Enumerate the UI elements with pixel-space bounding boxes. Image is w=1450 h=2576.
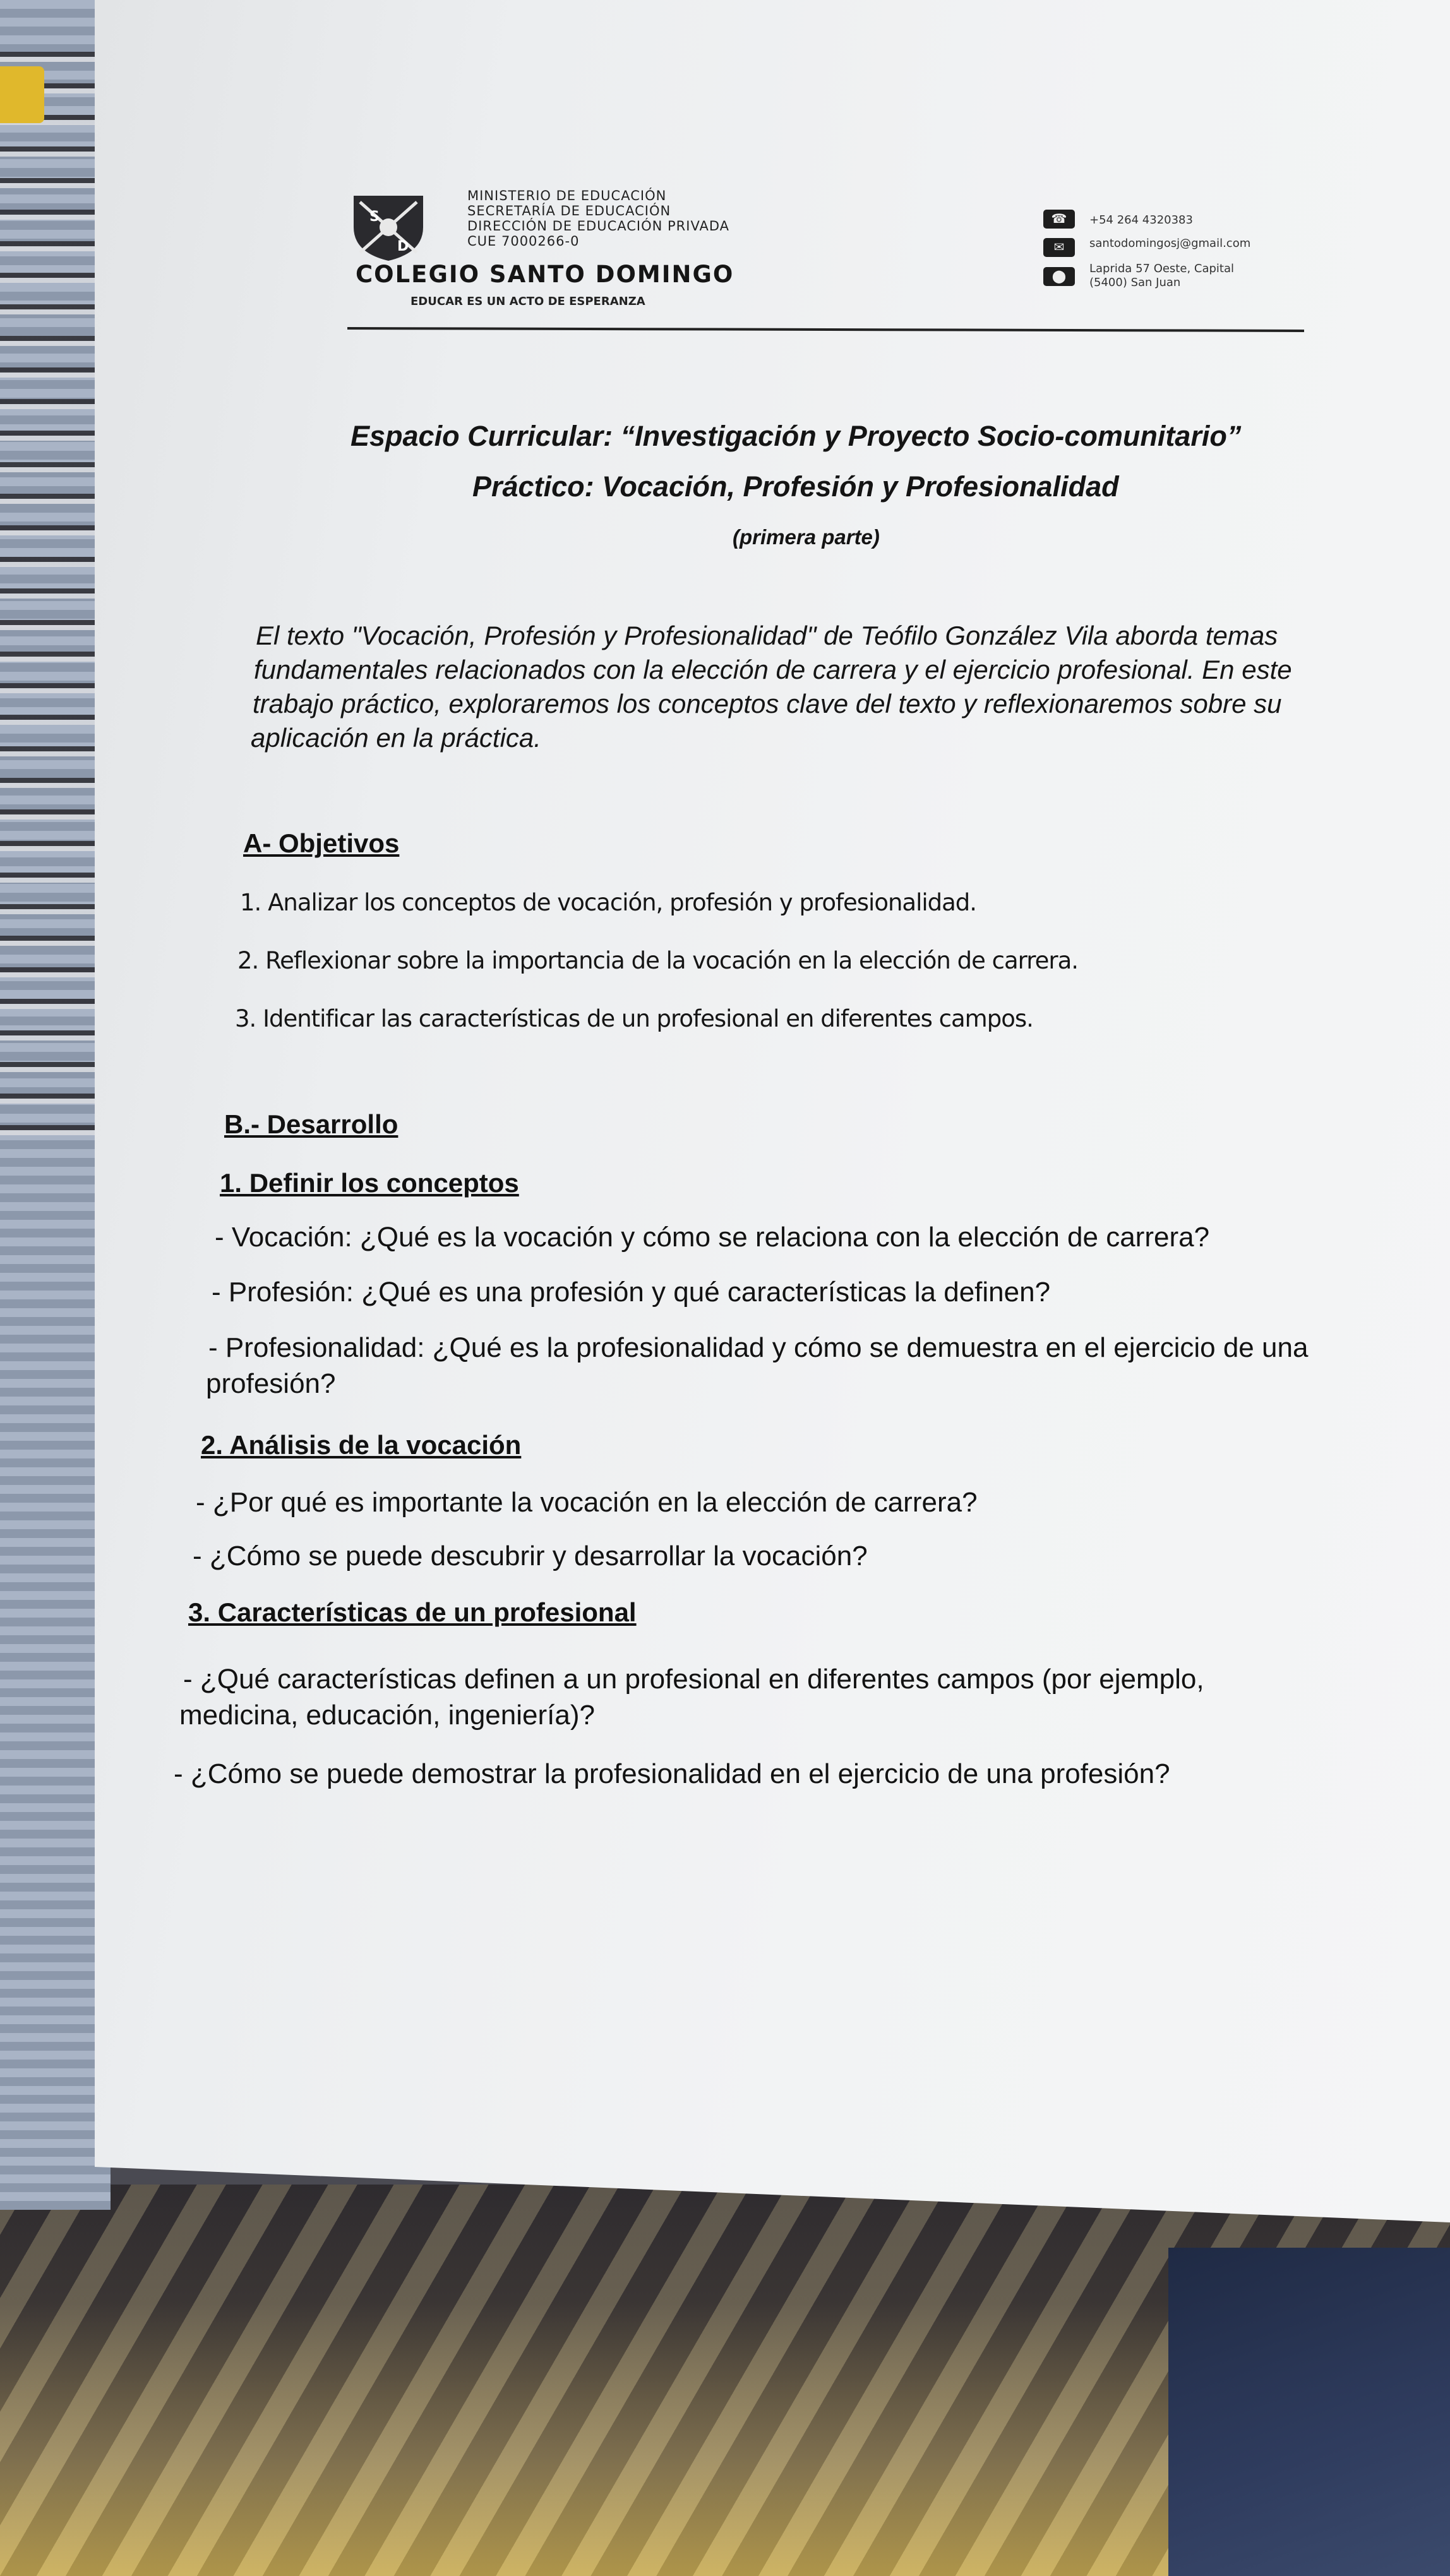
question-profesion: - Profesión: ¿Qué es una profesión y qué características la definen? (212, 1277, 1051, 1308)
objective-item: 1. Analizar los conceptos de vocación, profesión y profesionalidad. (240, 889, 977, 916)
objective-item: 2. Reflexionar sobre la importancia de la vocación en la elección de carrera. (237, 947, 1079, 974)
objective-item: 3. Identificar las características de un profesional en diferentes campos. (235, 1005, 1033, 1032)
development-heading: B.- Desarrollo (224, 1109, 398, 1139)
section-3-heading: 3. Características de un profesional (188, 1597, 637, 1627)
objectives-heading: A- Objetivos (243, 828, 400, 858)
svg-text:D: D (397, 239, 409, 254)
curricular-space-title: Espacio Curricular: “Investigación y Proyecto Socio-comunitario” (351, 420, 1242, 452)
section-2-heading: 2. Análisis de la vocación (201, 1430, 522, 1460)
practical-title: Práctico: Vocación, Profesión y Profesionalidad (472, 470, 1119, 503)
background-cloth (1168, 2248, 1450, 2576)
ministry-line: SECRETARÍA DE EDUCACIÓN (467, 203, 671, 218)
ministry-line: CUE 7000266-0 (467, 234, 580, 249)
notebook-tab (0, 66, 44, 123)
question-importancia: - ¿Por qué es importante la vocación en la elección de carrera? (196, 1487, 978, 1518)
contact-email: santodomingosj@gmail.com (1089, 237, 1251, 250)
contact-phone: +54 264 4320383 (1089, 213, 1193, 227)
school-name: COLEGIO SANTO DOMINGO (356, 261, 734, 288)
intro-line: fundamentales relacionados con la elección de carrera y el ejercicio profesional. En este (254, 655, 1292, 684)
section-1-heading: 1. Definir los conceptos (220, 1168, 519, 1198)
ministry-line: DIRECCIÓN DE EDUCACIÓN PRIVADA (467, 218, 730, 234)
svg-text:S: S (369, 209, 380, 225)
part-subtitle: (primera parte) (733, 525, 880, 549)
question-caracteristicas: - ¿Qué características definen a un profesional en diferentes campos (por ejemplo, (183, 1664, 1204, 1695)
ministry-line: MINISTERIO DE EDUCACIÓN (467, 188, 667, 203)
contact-address: (5400) San Juan (1089, 276, 1181, 289)
phone-icon: ☎ (1043, 210, 1075, 229)
question-vocacion: - Vocación: ¿Qué es la vocación y cómo se relaciona con la elección de carrera? (215, 1222, 1210, 1253)
question-profesionalidad: - Profesionalidad: ¿Qué es la profesionalidad y cómo se demuestra en el ejercicio de una (208, 1332, 1309, 1363)
intro-line: aplicación en la práctica. (251, 723, 541, 753)
school-crest-icon (351, 193, 426, 262)
question-demostrar: - ¿Cómo se puede demostrar la profesionalidad en el ejercicio de una profesión? (174, 1758, 1170, 1789)
school-motto: EDUCAR ES UN ACTO DE ESPERANZA (410, 295, 645, 308)
question-profesionalidad: profesión? (206, 1368, 336, 1399)
notebook-spiral (0, 38, 111, 1149)
intro-line: trabajo práctico, exploraremos los conceptos clave del texto y reflexionaremos sobre su (253, 689, 1282, 719)
intro-line: El texto "Vocación, Profesión y Profesionalidad" de Teófilo González Vila aborda temas (256, 621, 1278, 650)
mail-icon: ✉ (1043, 238, 1075, 257)
spiral-notebook (0, 0, 111, 2210)
question-descubrir: - ¿Cómo se puede descubrir y desarrollar la vocación? (193, 1541, 868, 1571)
location-icon: ⬤ (1043, 267, 1075, 286)
contact-address: Laprida 57 Oeste, Capital (1089, 262, 1234, 275)
question-caracteristicas: medicina, educación, ingeniería)? (179, 1700, 595, 1731)
